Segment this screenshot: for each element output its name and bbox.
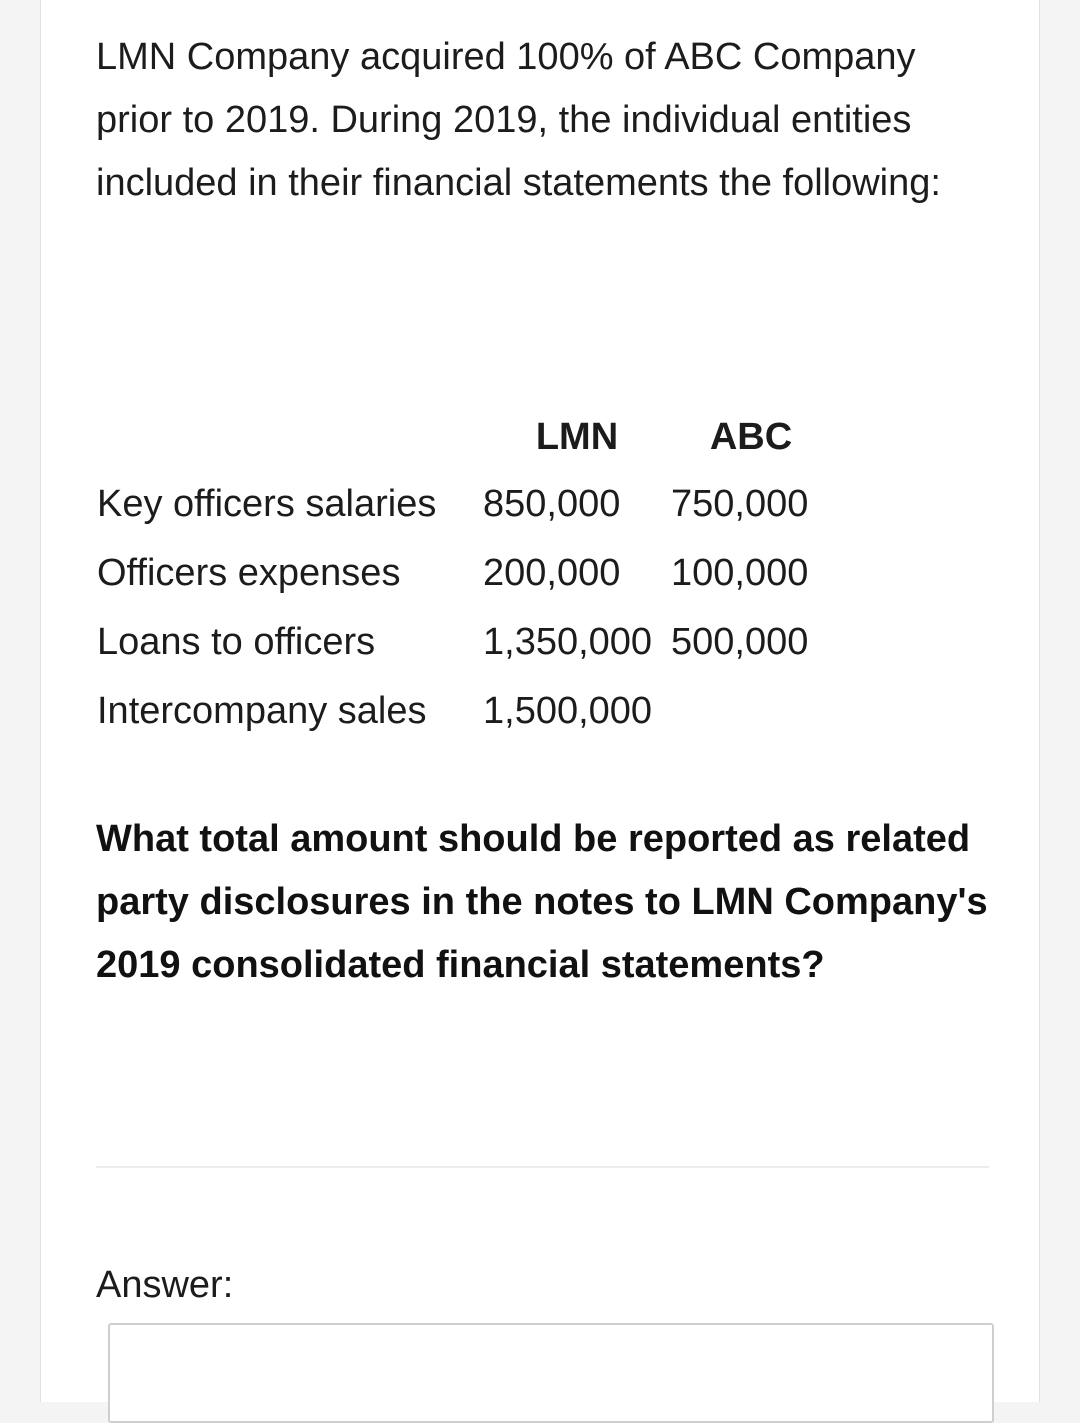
row-label: Officers expenses bbox=[97, 552, 401, 594]
table-row bbox=[97, 608, 831, 677]
row-lmn-value: 1,350,000 bbox=[483, 621, 653, 663]
header-lmn: LMN bbox=[535, 415, 619, 458]
row-lmn-value: 1,500,000 bbox=[483, 690, 653, 732]
row-abc-value: 500,000 bbox=[671, 621, 809, 663]
row-lmn-value: 850,000 bbox=[483, 483, 621, 525]
row-label: Loans to officers bbox=[97, 621, 376, 663]
row-lmn-value: 200,000 bbox=[483, 552, 621, 594]
section-divider bbox=[96, 1166, 989, 1168]
answer-input[interactable] bbox=[108, 1323, 994, 1423]
answer-label: Answer: bbox=[96, 1264, 234, 1306]
table-row bbox=[97, 539, 831, 608]
question-card bbox=[40, 0, 1040, 1402]
row-abc-value: 750,000 bbox=[671, 483, 809, 525]
table-header-row bbox=[97, 404, 831, 470]
header-label bbox=[97, 404, 483, 470]
row-abc-value: 100,000 bbox=[671, 552, 809, 594]
financial-data-table bbox=[97, 404, 831, 746]
row-label: Key officers salaries bbox=[97, 483, 437, 525]
table-row bbox=[97, 677, 831, 746]
question-intro: LMN Company acquired 100% of ABC Company prior to 2019. During 2019, the individual entities included in their financial statements the following: bbox=[96, 36, 941, 204]
table-row bbox=[97, 470, 831, 539]
row-label: Intercompany sales bbox=[97, 690, 427, 732]
row-abc-value bbox=[671, 677, 831, 746]
header-abc: ABC bbox=[709, 415, 793, 458]
question-prompt: What total amount should be reported as related party disclosures in the notes to LMN Company's 2019 consolidated financial statements? bbox=[96, 818, 988, 986]
